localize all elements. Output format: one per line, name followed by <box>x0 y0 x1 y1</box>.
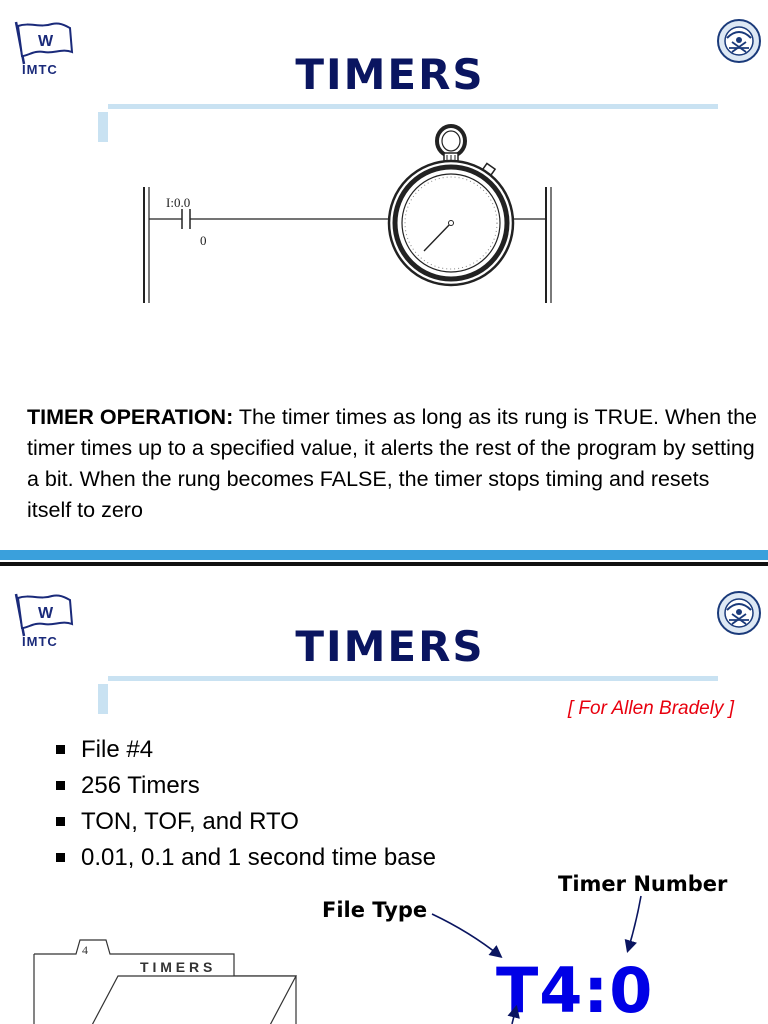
list-item: 0.01, 0.1 and 1 second time base <box>54 840 436 876</box>
list-item: File #4 <box>54 732 436 768</box>
title-accent-bar <box>98 112 108 142</box>
operation-label: TIMER OPERATION: <box>27 405 234 429</box>
file-type-label: File Type <box>322 898 428 922</box>
logo-text: IMTC <box>22 634 58 649</box>
timer-address: T4:0 <box>496 954 654 1024</box>
logo-text: IMTC <box>22 62 58 77</box>
timer-number-arrow <box>628 896 641 950</box>
allen-bradley-reference: [ For Allen Bradely ] <box>567 698 734 719</box>
operation-text: The timer times as long as its rung is TRUE. When the timer times up to a specified value, it alerts the rest of the program by setting a bit. When the rung becomes FALSE, the timer stops timing and resets itself to zero <box>27 405 758 522</box>
ladder-timer-diagram <box>120 115 570 315</box>
title-accent-bar <box>98 684 108 714</box>
slide-title: TIMERS <box>295 50 485 99</box>
slide-divider <box>0 550 768 572</box>
title-underline <box>108 104 718 109</box>
timer-facts-list <box>54 732 436 876</box>
slide-2 <box>0 572 768 1024</box>
timers-file-card-icon <box>30 934 310 1024</box>
timer-number-label: Timer Number <box>558 872 728 896</box>
stopwatch-icon <box>389 126 513 285</box>
file-type-arrow <box>432 914 500 956</box>
title-underline <box>108 676 718 681</box>
slide-title: TIMERS <box>295 622 485 671</box>
logo-letter: W <box>38 33 54 50</box>
contact-bit: 0 <box>200 233 207 248</box>
card-number: 4 <box>82 943 88 957</box>
list-item: TON, TOF, and RTO <box>54 804 436 840</box>
list-item: 256 Timers <box>54 768 436 804</box>
logo-letter: W <box>38 605 54 622</box>
contact-address: I:0.0 <box>166 195 191 210</box>
card-label: T I M E R S <box>140 959 213 975</box>
timer-operation-paragraph <box>27 402 757 526</box>
